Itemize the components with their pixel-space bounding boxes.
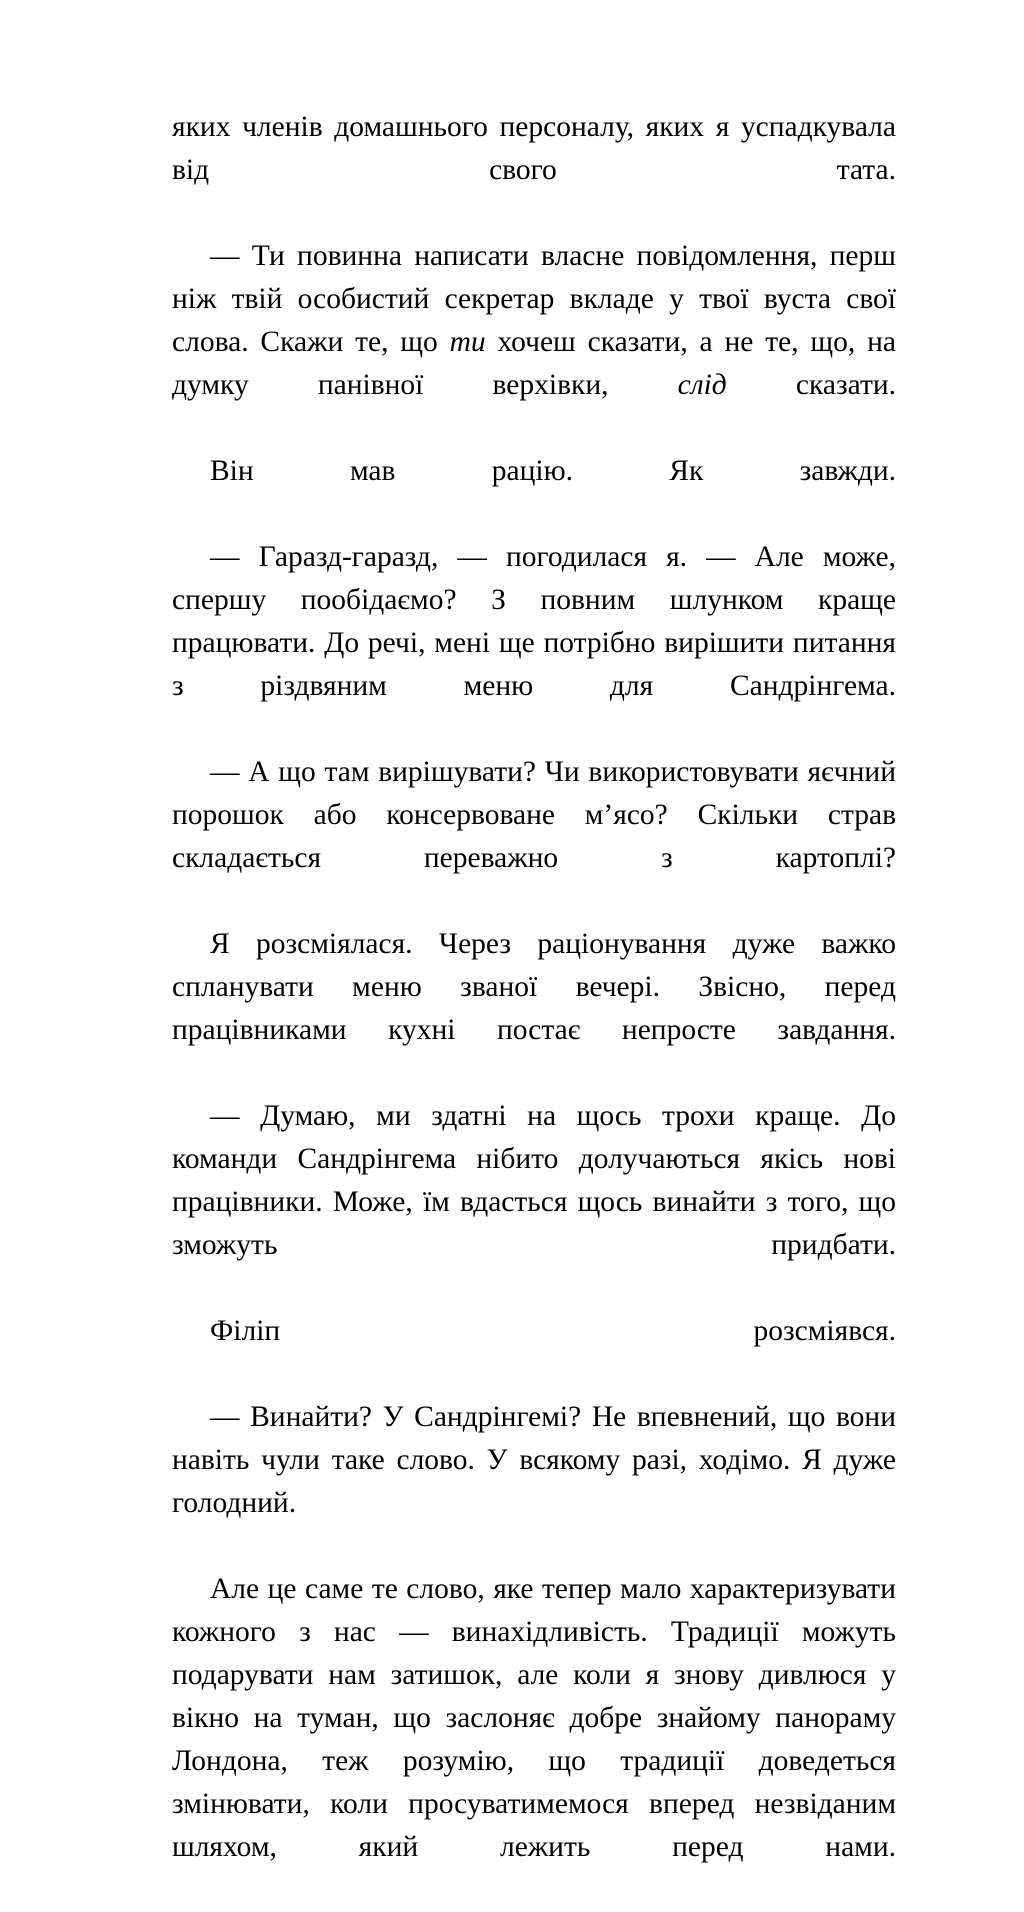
paragraph-2-segment-1: — Ти повинна написати власне повідомлення, перш ніж твій особистий секретар вкладе у твої вуста свої слова. Скажи те, що [172,240,896,358]
paragraph-2-italic-2: слід [677,369,727,401]
paragraph-10: Але це саме те слово, яке тепер мало характеризувати кожного з нас — винахідливість. Традиції можуть подарувати нам затишок, але коли я знову дивлюся у вікно на туман, що заслоняє добре знайому панораму Лондона, теж розумію, що традиції доведеться змінювати, коли просуватимемося вперед незвіданим шляхом, який лежить перед нами. [172,1573,896,1863]
page-text-block [172,106,896,1912]
paragraph-4: — Гаразд-гаразд, — погодилася я. — Але може, спершу пообідаємо? З повним шлунком краще працювати. До речі, мені ще потрібно вирішити питання з різдвяним меню для Сандрінгема. [172,541,896,702]
paragraph-1: яких членів домашнього персоналу, яких я успадкувала від свого тата. [172,111,896,186]
paragraph-9: — Винайти? У Сандрінгемі? Не впевнений, що вони навіть чули таке слово. У всякому разі, ходімо. Я дуже голодний. [172,1401,896,1519]
paragraph-2-segment-3: сказати. [726,369,896,401]
paragraph-6: Я розсміялася. Через раціонування дуже важко спланувати меню званої вечері. Звісно, перед працівниками кухні постає непросте завдання. [172,928,896,1046]
paragraph-7: — Думаю, ми здатні на щось трохи краще. До команди Сандрінгема нібито долучаються якісь нові працівники. Може, їм вдасться щось винайти з того, що зможуть придбати. [172,1100,896,1261]
paragraph-2-segment-2: хочеш сказати, а не те, що, на думку панівної верхівки, [172,326,896,401]
paragraph-5: — А що там вирішувати? Чи використовувати яєчний порошок або консервоване м’ясо? Скільки страв складається переважно з картоплі? [172,756,896,874]
paragraph-3: Він мав рацію. Як завжди. [210,455,896,487]
paragraph-8: Філіп розсміявся. [210,1315,896,1347]
paragraph-2-italic-1: ти [449,326,486,358]
paragraph-2 [172,235,896,450]
